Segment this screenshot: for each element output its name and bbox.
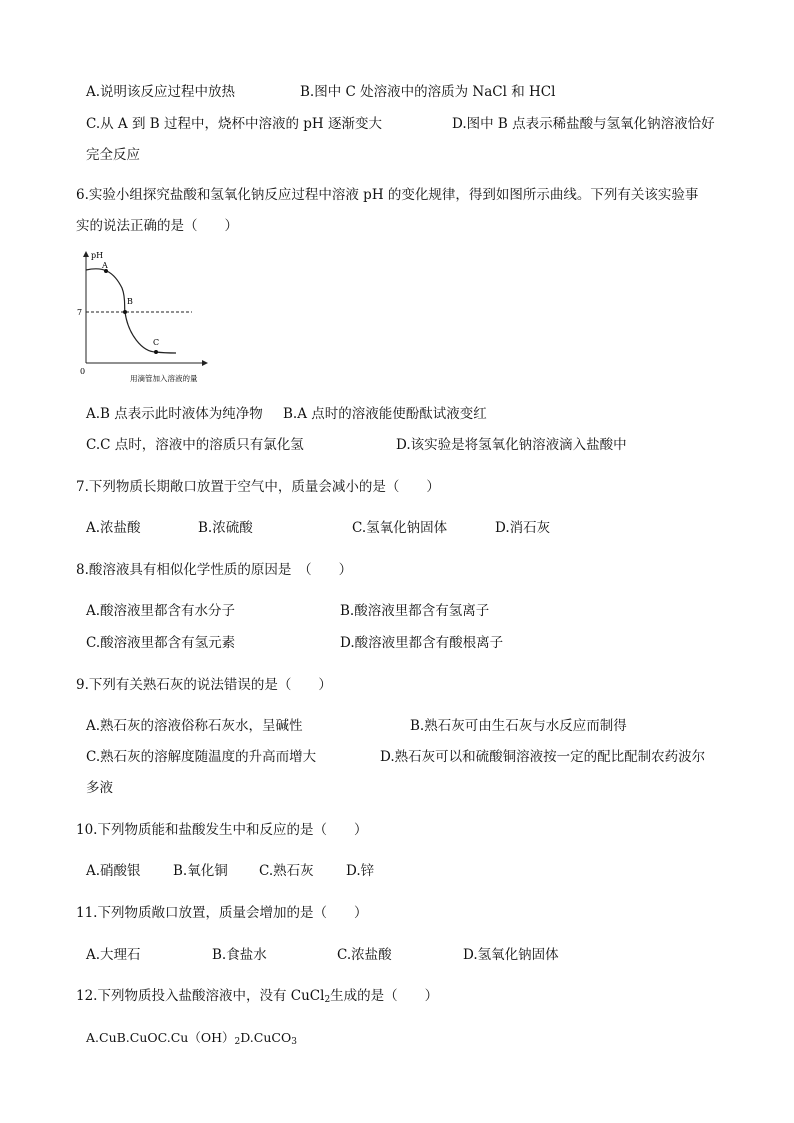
point-c-label: C bbox=[153, 338, 160, 347]
point-b-marker bbox=[123, 310, 127, 314]
q10-option-d: D.锌 bbox=[346, 863, 375, 879]
q10-option-b: B.氧化铜 bbox=[173, 863, 228, 879]
ph-curve bbox=[86, 269, 176, 353]
q5-option-c: C.从 A 到 B 过程中，烧杯中溶液的 pH 逐渐变大 bbox=[86, 116, 382, 132]
q6-stem-line1: 6.实验小组探究盐酸和氢氧化钠反应过程中溶液 pH 的变化规律，得到如图所示曲线。下列有关该实验事 bbox=[76, 187, 699, 203]
q9-option-c: C.熟石灰的溶解度随温度的升高而增大 bbox=[86, 749, 317, 765]
q8-option-d: D.酸溶液里都含有酸根离子 bbox=[340, 635, 504, 651]
ph7-tick-label: 7 bbox=[77, 308, 83, 317]
q5-option-d: D.图中 B 点表示稀盐酸与氢氧化钠溶液恰好 bbox=[452, 116, 715, 132]
q10-option-c: C.熟石灰 bbox=[259, 863, 314, 879]
q7-option-a: A.浓盐酸 bbox=[86, 520, 141, 536]
q12-options-subscript1: 2 bbox=[234, 1037, 241, 1047]
q5-option-d-continuation: 完全反应 bbox=[86, 147, 140, 163]
q7-option-b: B.浓硫酸 bbox=[198, 520, 253, 536]
point-a-label: A bbox=[102, 261, 108, 270]
q5-option-b: B.图中 C 处溶液中的溶质为 NaCl 和 HCl bbox=[300, 84, 556, 100]
q8-option-b: B.酸溶液里都含有氢离子 bbox=[340, 603, 490, 619]
point-b-label: B bbox=[127, 297, 133, 306]
q11-option-b: B.食盐水 bbox=[212, 947, 267, 963]
q9-option-b: B.熟石灰可由生石灰与水反应而制得 bbox=[410, 718, 627, 734]
q12-stem bbox=[76, 987, 438, 1009]
q6-option-a: A.B 点表示此时液体为纯净物 bbox=[86, 406, 263, 422]
q8-option-c: C.酸溶液里都含有氢元素 bbox=[86, 635, 236, 651]
q12-stem-part2: 生成的是（ ） bbox=[330, 988, 439, 1004]
q9-option-a: A.熟石灰的溶液俗称石灰水，呈碱性 bbox=[86, 718, 303, 734]
q10-stem: 10.下列物质能和盐酸发生中和反应的是（ ） bbox=[76, 822, 368, 838]
q8-stem: 8.酸溶液具有相似化学性质的原因是 （ ） bbox=[76, 562, 353, 578]
q9-stem: 9.下列有关熟石灰的说法错误的是（ ） bbox=[76, 677, 332, 693]
q6-option-c: C.C 点时，溶液中的溶质只有氯化氢 bbox=[86, 437, 304, 453]
q11-option-d: D.氢氧化钠固体 bbox=[463, 947, 559, 963]
q5-option-a: A.说明该反应过程中放热 bbox=[86, 84, 236, 100]
q12-options bbox=[86, 1029, 297, 1051]
q12-options-subscript2: 3 bbox=[291, 1037, 297, 1047]
ph-curve-graph bbox=[74, 248, 214, 388]
q12-options-part2: D.CuCO bbox=[240, 1030, 292, 1045]
q12-stem-subscript: 2 bbox=[324, 995, 331, 1005]
q6-option-d: D.该实验是将氢氧化钠溶液滴入盐酸中 bbox=[396, 437, 627, 453]
q11-option-a: A.大理石 bbox=[86, 947, 141, 963]
q8-option-a: A.酸溶液里都含有水分子 bbox=[86, 603, 236, 619]
q7-stem: 7.下列物质长期敞口放置于空气中，质量会减小的是（ ） bbox=[76, 479, 440, 495]
origin-label: 0 bbox=[80, 367, 86, 376]
q11-stem: 11.下列物质敞口放置，质量会增加的是（ ） bbox=[76, 905, 368, 921]
x-axis-label: 用滴管加入溶液的量 bbox=[130, 374, 198, 383]
q6-stem-line2: 实的说法正确的是（ ） bbox=[76, 218, 238, 234]
point-c-marker bbox=[154, 350, 158, 354]
q6-option-b: B.A 点时的溶液能使酚酞试液变红 bbox=[283, 406, 487, 422]
q12-stem-part1: 12.下列物质投入盐酸溶液中，没有 CuCl bbox=[76, 988, 325, 1004]
q9-option-d: D.熟石灰可以和硫酸铜溶液按一定的配比配制农药波尔 bbox=[380, 749, 706, 765]
q9-option-d-continuation: 多液 bbox=[86, 780, 113, 796]
q7-option-c: C.氢氧化钠固体 bbox=[352, 520, 448, 536]
q11-option-c: C.浓盐酸 bbox=[337, 947, 392, 963]
q10-option-a: A.硝酸银 bbox=[86, 863, 141, 879]
q7-option-d: D.消石灰 bbox=[495, 520, 551, 536]
q12-options-part1: A.CuB.CuOC.Cu（OH） bbox=[86, 1030, 235, 1045]
y-axis-label: pH bbox=[91, 251, 104, 260]
